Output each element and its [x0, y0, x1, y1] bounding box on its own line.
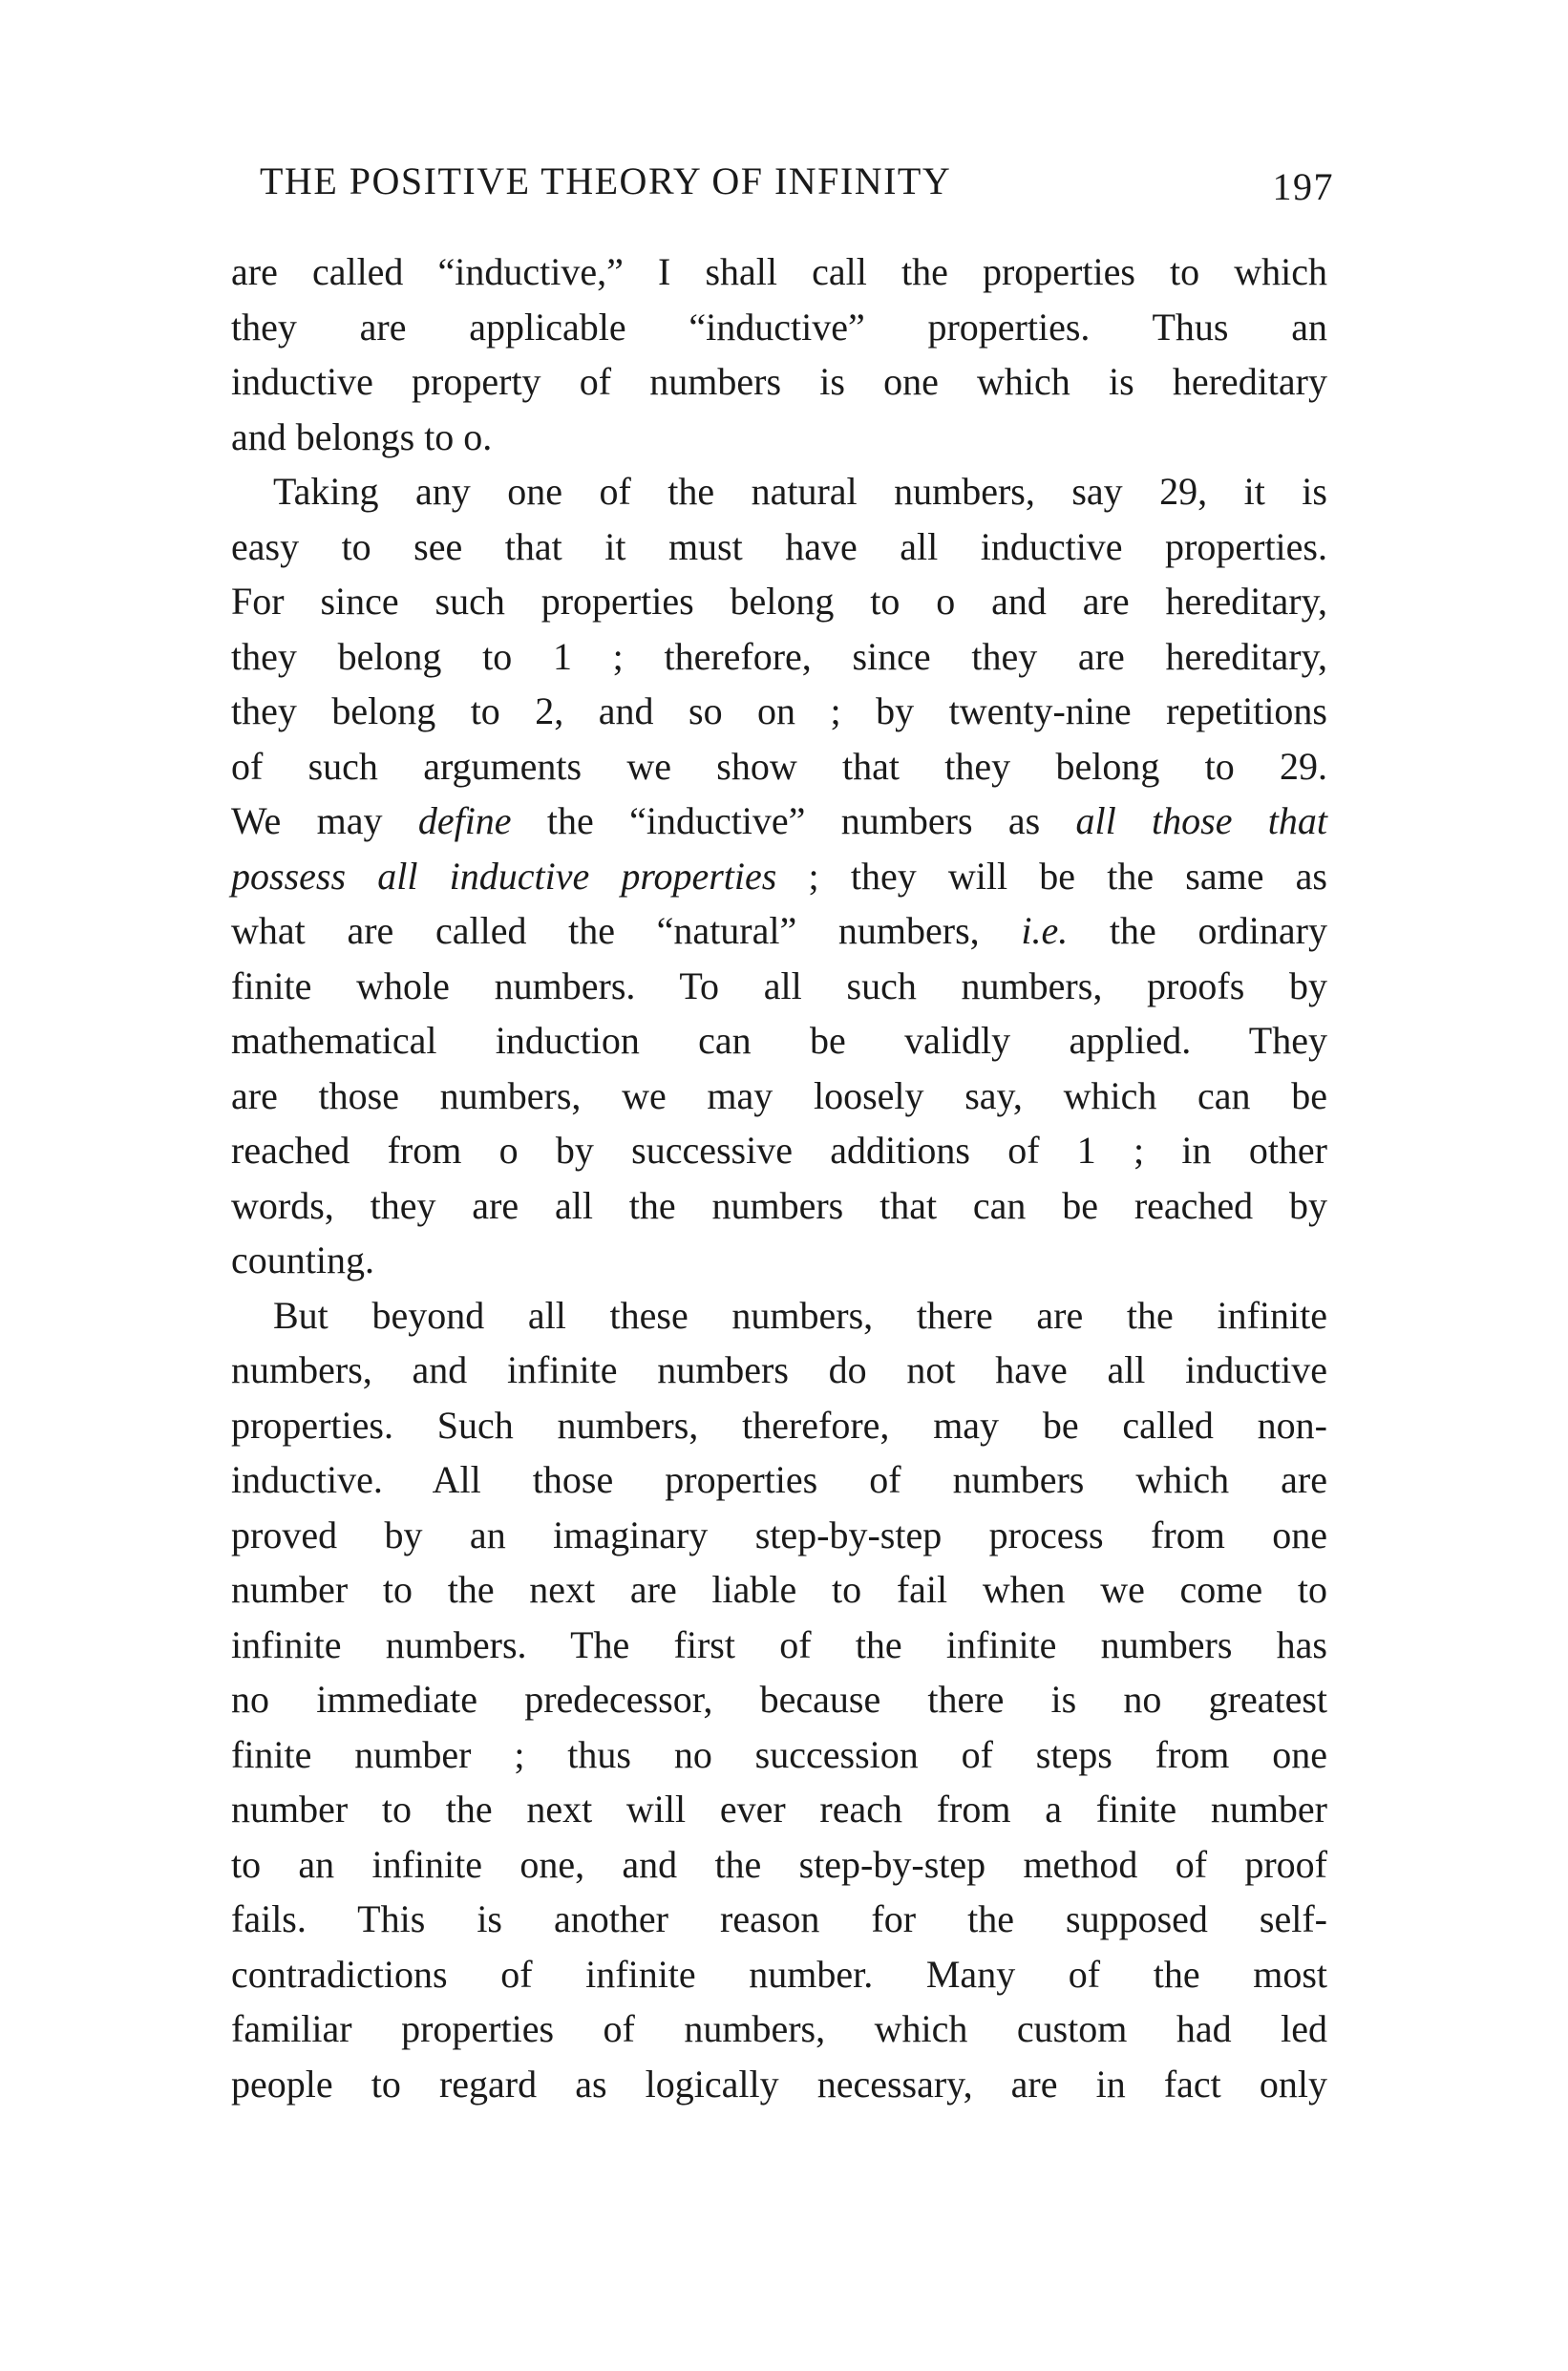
text-segment: reached from o by successive additions of 1 ; in other: [231, 1129, 1327, 1172]
text-segment: number to the next will ever reach from a finite number: [231, 1788, 1327, 1831]
text-segment: to an infinite one, and the step-by-step method of proof: [231, 1842, 1327, 1886]
text-segment: properties. Such numbers, therefore, may be called non-: [231, 1403, 1327, 1447]
running-header: [260, 159, 1334, 216]
text-line: [231, 1618, 1327, 1673]
text-line: [231, 2057, 1327, 2112]
text-segment: they are applicable “inductive” properties. Thus an: [231, 305, 1327, 349]
text-line: [231, 1562, 1327, 1618]
text-line: [231, 684, 1327, 739]
text-segment: inductive. All those properties of numbers which are: [231, 1458, 1327, 1501]
text-segment: words, they are all the numbers that can be reached by: [231, 1183, 1327, 1227]
text-line: [231, 1069, 1327, 1124]
text-segment: and belongs to o.: [231, 414, 493, 458]
text-line: [231, 1672, 1327, 1727]
text-segment: Taking any one of the natural numbers, say 29, it is: [273, 470, 1327, 513]
text-segment: mathematical induction can be validly applied. They: [231, 1019, 1327, 1062]
text-segment: number to the next are liable to fail when we come to: [231, 1568, 1327, 1611]
text-line: [231, 739, 1327, 794]
text-segment: We may: [231, 799, 418, 842]
text-segment: familiar properties of numbers, which custom had led: [231, 2007, 1327, 2050]
text-line: [231, 903, 1327, 959]
text-line: [231, 354, 1327, 410]
text-line: [231, 244, 1327, 300]
text-line: [231, 959, 1327, 1014]
text-line: [231, 1837, 1327, 1893]
text-line: [231, 300, 1327, 355]
text-line: [231, 1123, 1327, 1178]
text-line: [231, 519, 1327, 575]
text-segment: they belong to 1 ; therefore, since they are hereditary,: [231, 634, 1327, 678]
text-line: [231, 1178, 1327, 1234]
text-segment: numbers, and infinite numbers do not have all inductive: [231, 1348, 1327, 1391]
text-line: [231, 1013, 1327, 1069]
text-segment: are those numbers, we may loosely say, which can be: [231, 1073, 1327, 1117]
text-segment: are called “inductive,” I shall call the properties to which: [231, 250, 1327, 293]
text-line: [231, 849, 1327, 904]
text-line: [231, 1892, 1327, 1947]
text-segment: they belong to 2, and so on ; by twenty-nine repetitions: [231, 689, 1327, 732]
text-segment: infinite numbers. The first of the infinite numbers has: [231, 1622, 1327, 1666]
text-line: [231, 1233, 1327, 1288]
text-segment: of such arguments we show that they belong to 29.: [231, 744, 1327, 788]
body-text: [231, 244, 1327, 2111]
text-segment: the ordinary: [1068, 909, 1327, 952]
text-segment: ; they will be the same as: [776, 854, 1327, 898]
text-segment: counting.: [231, 1238, 374, 1281]
text-segment: people to regard as logically necessary, are in fact only: [231, 2062, 1327, 2106]
running-title: THE POSITIVE THEORY OF INFINITY: [260, 159, 952, 202]
text-line: [231, 574, 1327, 629]
text-segment: easy to see that it must have all inductive properties.: [231, 524, 1327, 568]
text-segment: For since such properties belong to o and are hereditary,: [231, 580, 1327, 623]
text-line: [231, 464, 1327, 519]
text-line: [231, 629, 1327, 685]
text-line: [231, 1398, 1327, 1453]
text-line: [231, 1947, 1327, 2002]
text-segment: no immediate predecessor, because there is no greatest: [231, 1678, 1327, 1721]
text-segment: contradictions of infinite number. Many of the most: [231, 1952, 1327, 1996]
text-line: [231, 794, 1327, 849]
text-segment: finite number ; thus no succession of steps from one: [231, 1732, 1327, 1776]
italic-text: all those that: [1075, 799, 1328, 842]
italic-text: define: [417, 799, 512, 842]
text-line: [231, 1343, 1327, 1398]
text-line: [231, 410, 1327, 465]
text-segment: inductive property of numbers is one which is hereditary: [231, 360, 1327, 403]
text-segment: proved by an imaginary step-by-step process from one: [231, 1513, 1327, 1556]
text-segment: the “inductive” numbers as: [511, 799, 1076, 842]
text-segment: But beyond all these numbers, there are the infinite: [273, 1293, 1327, 1337]
text-segment: fails. This is another reason for the supposed self-: [231, 1897, 1327, 1940]
text-line: [231, 1727, 1327, 1783]
text-line: [231, 1782, 1327, 1837]
italic-text: possess all inductive properties: [231, 854, 777, 898]
text-segment: what are called the “natural” numbers,: [231, 909, 1022, 952]
text-line: [231, 1508, 1327, 1563]
italic-text: i.e.: [1021, 909, 1069, 952]
text-line: [231, 1452, 1327, 1508]
text-line: [231, 2001, 1327, 2057]
text-segment: finite whole numbers. To all such numbers, proofs by: [231, 963, 1327, 1007]
text-line: [231, 1288, 1327, 1344]
page-number: 197: [1272, 165, 1334, 208]
